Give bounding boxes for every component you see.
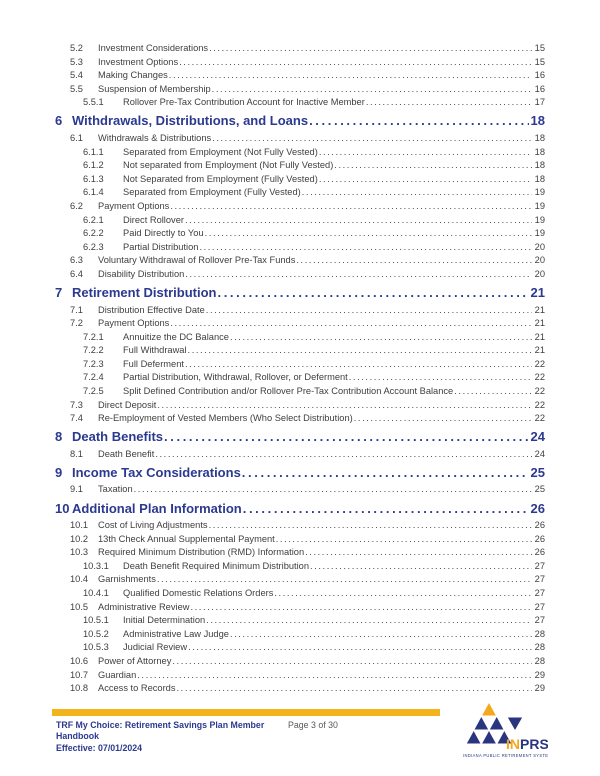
toc-entry-number: 7 (55, 285, 63, 300)
toc-entry-title: Income Tax Considerations (72, 464, 241, 480)
toc-entry-number: 7.4 (70, 413, 83, 424)
toc-entry[interactable] (55, 358, 545, 372)
toc-entry-title: Judicial Review (123, 642, 188, 653)
toc-entry[interactable] (55, 546, 545, 560)
toc-entry-number: 7.1 (70, 304, 83, 315)
toc-entry-page: 20 (534, 241, 545, 252)
toc-leader-dots (185, 268, 532, 282)
toc-entry-page: 16 (534, 83, 545, 94)
toc-entry-page: 28 (534, 642, 545, 653)
toc-leader-dots (188, 641, 532, 655)
toc-entry[interactable] (55, 448, 545, 462)
toc-entry-number: 7.2.1 (83, 331, 104, 342)
toc-entry-number: 6.2.2 (83, 228, 104, 239)
toc-leader-dots (309, 114, 528, 128)
toc-leader-dots (209, 42, 532, 56)
toc-entry[interactable] (55, 146, 545, 160)
toc-entry-title: Payment Options (98, 200, 170, 211)
toc-entry[interactable] (55, 669, 545, 683)
toc-entry-page: 26 (534, 533, 545, 544)
toc-leader-dots (454, 385, 532, 399)
toc-entry-number: 10.4 (70, 574, 89, 585)
toc-entry[interactable] (55, 426, 545, 448)
toc-entry-page: 27 (534, 588, 545, 598)
toc-entry-number: 7.2.4 (83, 372, 104, 383)
toc-leader-dots (302, 186, 532, 200)
toc-entry-title: Not separated from Employment (Not Fully Vested) (123, 160, 334, 171)
toc-entry-title: Administrative Review (98, 601, 190, 612)
logo-navy-inverted-triangle (507, 717, 523, 731)
toc-entry[interactable] (55, 110, 545, 132)
logo-navy-triangle (489, 716, 504, 730)
toc-entry-number: 6 (55, 113, 63, 129)
toc-leader-dots (170, 200, 532, 214)
toc-entry-page: 24 (530, 429, 545, 445)
toc-entry-number: 10.4.1 (83, 588, 109, 598)
toc-entry-title: Investment Considerations (98, 43, 209, 53)
toc-entry-title: Making Changes (98, 70, 168, 81)
toc-entry-number: 10.5.2 (83, 628, 109, 639)
toc-entry-page: 21 (534, 345, 545, 356)
toc-entry-page: 27 (534, 615, 545, 626)
toc-entry-number: 10.1 (70, 520, 89, 531)
toc-entry-title: Not Separated from Employment (Fully Vested) (123, 173, 318, 184)
toc-leader-dots (206, 304, 532, 318)
toc-entry-page: 25 (534, 484, 545, 495)
toc-entry[interactable] (55, 200, 545, 214)
toc-entry-title: Rollover Pre-Tax Contribution Account for Inactive Member (123, 97, 365, 108)
toc-entry-title: Re-Employment of Vested Members (Who Select Distribution) (98, 413, 353, 424)
toc-entry-page: 18 (534, 160, 545, 171)
toc-entry-page: 29 (534, 683, 545, 694)
toc-entry[interactable] (55, 268, 545, 282)
toc-entry-number: 10.5.1 (83, 615, 109, 626)
toc-entry-number: 10.7 (70, 669, 89, 680)
toc-entry-title: Separated from Employment (Fully Vested) (123, 187, 301, 198)
toc-entry[interactable] (55, 497, 545, 519)
toc-entry-page: 19 (534, 187, 545, 198)
toc-entry-title: Initial Determination (123, 615, 206, 626)
toc-entry-title: Separated from Employment (Not Fully Vested) (123, 146, 318, 157)
toc-entry-page: 21 (530, 285, 545, 300)
toc-entry-page: 26 (530, 500, 545, 516)
toc-leader-dots (349, 371, 532, 385)
toc-entry[interactable] (55, 69, 545, 83)
toc-entry-title: Guardian (98, 669, 137, 680)
toc-entry-number: 10.3 (70, 547, 89, 558)
logo-navy-triangle (481, 730, 496, 744)
toc-entry-title: Suspension of Membership (98, 83, 211, 94)
toc-entry-page: 22 (534, 399, 545, 410)
toc-entry[interactable] (55, 385, 545, 399)
toc-entry-number: 5.5.1 (83, 97, 104, 108)
toc-entry-number: 7.3 (70, 399, 83, 410)
toc-entry-page: 20 (534, 255, 545, 266)
toc-entry-number: 6.2 (70, 200, 83, 211)
toc-leader-dots (172, 655, 532, 669)
toc-leader-dots (212, 83, 532, 97)
logo-wordmark-in: IN (506, 736, 520, 752)
toc-leader-dots (274, 587, 532, 601)
toc-entry-number: 6.1 (70, 132, 83, 143)
toc-entry[interactable] (55, 96, 545, 110)
toc-entry-number: 6.1.4 (83, 187, 104, 198)
toc-entry[interactable] (55, 601, 545, 615)
toc-entry-number: 7.2.3 (83, 358, 104, 369)
toc-entry[interactable] (55, 461, 545, 483)
toc-entry-number: 10.5 (70, 601, 89, 612)
toc-leader-dots (305, 546, 532, 560)
footer-title-block (56, 720, 290, 754)
toc-entry[interactable] (55, 412, 545, 426)
toc-entry-title: Annuitize the DC Balance (123, 331, 229, 342)
toc-entry-number: 10.8 (70, 683, 89, 694)
toc-leader-dots (185, 358, 532, 372)
toc-entry-title: Cost of Living Adjustments (98, 520, 208, 531)
toc-entry[interactable] (55, 241, 545, 255)
toc-entry-number: 6.1.2 (83, 160, 104, 171)
toc-entry[interactable] (55, 83, 545, 97)
toc-entry-title: Death Benefit (98, 448, 155, 459)
toc-entry-title: Investment Options (98, 56, 179, 67)
toc-entry[interactable] (55, 560, 545, 574)
toc-leader-dots (319, 173, 532, 187)
toc-entry[interactable] (55, 173, 545, 187)
toc-entry-number: 8 (55, 429, 63, 445)
toc-entry-number: 9 (55, 464, 63, 480)
toc-entry-page: 15 (534, 43, 545, 53)
toc-entry[interactable] (55, 282, 545, 304)
toc-leader-dots (205, 227, 532, 241)
toc-entry-title: Voluntary Withdrawal of Rollover Pre-Tax Funds (98, 255, 296, 266)
toc-entry-number: 10.3.1 (83, 560, 109, 571)
toc-leader-dots (212, 132, 532, 146)
toc-leader-dots (334, 159, 532, 173)
toc-entry-number: 6.1.1 (83, 146, 104, 157)
toc-leader-dots (366, 96, 532, 110)
toc-leader-dots (188, 344, 532, 358)
toc-entry-number: 6.2.3 (83, 241, 104, 252)
toc-leader-dots (242, 466, 529, 480)
toc-entry-number: 10.5.3 (83, 642, 109, 653)
toc-entry-title: Direct Deposit (98, 399, 157, 410)
toc-leader-dots (206, 614, 532, 628)
toc-entry-page: 18 (534, 173, 545, 184)
toc-leader-dots (137, 669, 532, 683)
logo-wordmark (506, 736, 548, 752)
toc-entry-number: 6.2.1 (83, 214, 104, 225)
toc-entry[interactable] (55, 344, 545, 358)
toc-entry-title: 13th Check Annual Supplemental Payment (98, 533, 275, 544)
toc-entry-title: Retirement Distribution (72, 285, 217, 300)
toc-entry-page: 19 (534, 228, 545, 239)
toc-leader-dots (190, 601, 532, 615)
inprs-logo (462, 701, 548, 763)
toc-entry-page: 18 (534, 146, 545, 157)
toc-leader-dots (230, 628, 532, 642)
toc-entry[interactable] (55, 519, 545, 533)
toc-entry-title: Payment Options (98, 318, 170, 329)
toc-entry-title: Disability Distribution (98, 268, 185, 279)
toc-entry-number: 8.1 (70, 448, 83, 459)
toc-entry-number: 5.2 (70, 43, 83, 53)
toc-entry-title: Taxation (98, 484, 133, 495)
toc-entry-page: 22 (534, 358, 545, 369)
toc-entry[interactable] (55, 159, 545, 173)
toc-leader-dots (157, 399, 532, 413)
toc-entry-page: 19 (534, 200, 545, 211)
logo-navy-triangle (466, 730, 481, 744)
toc-leader-dots (310, 560, 532, 574)
toc-entry[interactable] (55, 655, 545, 669)
toc-entry[interactable] (55, 628, 545, 642)
toc-entry-number: 10.6 (70, 655, 89, 666)
toc-entry-title: Access to Records (98, 683, 176, 694)
toc-entry-page: 28 (534, 655, 545, 666)
toc-entry-number: 10 (55, 500, 70, 516)
logo-navy-triangle (474, 716, 489, 730)
toc-entry-number: 9.1 (70, 484, 83, 495)
toc-entry-number: 7.2.5 (83, 386, 104, 397)
toc-leader-dots (276, 533, 532, 547)
inprs-logo-icon (462, 701, 548, 763)
toc-entry-page: 26 (534, 547, 545, 558)
toc-entry-number: 5.5 (70, 83, 83, 94)
toc-leader-dots (177, 682, 532, 696)
toc-entry-page: 20 (534, 268, 545, 279)
toc-entry-number: 7.2.2 (83, 345, 104, 356)
toc-leader-dots (217, 286, 528, 300)
toc-leader-dots (230, 331, 532, 345)
toc-entry-page: 26 (534, 520, 545, 531)
toc-entry[interactable] (55, 214, 545, 228)
toc-entry-page: 22 (534, 386, 545, 397)
toc-entry-number: 6.1.3 (83, 173, 104, 184)
toc-entry-title: Administrative Law Judge (123, 628, 229, 639)
toc-entry-number: 6.4 (70, 268, 83, 279)
toc-entry-title: Death Benefit Required Minimum Distribution (123, 560, 310, 571)
footer-effective-date: Effective: 07/01/2024 (56, 742, 143, 753)
toc-entry-title: Withdrawals & Distributions (98, 132, 212, 143)
toc-entry-title: Partial Distribution (123, 241, 199, 252)
table-of-contents (55, 42, 545, 696)
toc-leader-dots (354, 412, 532, 426)
toc-entry-title: Withdrawals, Distributions, and Loans (72, 113, 309, 129)
toc-leader-dots (169, 69, 532, 83)
toc-leader-dots (209, 519, 532, 533)
toc-entry-title: Required Minimum Distribution (RMD) Information (98, 547, 305, 558)
toc-entry[interactable] (55, 399, 545, 413)
toc-entry-page: 16 (534, 70, 545, 81)
toc-entry[interactable] (55, 483, 545, 497)
toc-entry-title: Garnishments (98, 574, 156, 585)
toc-entry-title: Full Withdrawal (123, 345, 187, 356)
toc-entry-page: 21 (534, 331, 545, 342)
toc-entry[interactable] (55, 533, 545, 547)
toc-entry-page: 22 (534, 413, 545, 424)
toc-entry-page: 22 (534, 372, 545, 383)
toc-leader-dots (185, 214, 532, 228)
toc-entry-number: 7.2 (70, 318, 83, 329)
toc-leader-dots (170, 317, 532, 331)
toc-leader-dots (179, 56, 532, 70)
toc-entry[interactable] (55, 304, 545, 318)
toc-entry-page: 19 (534, 214, 545, 225)
toc-leader-dots (243, 502, 529, 516)
toc-entry-page: 27 (534, 574, 545, 585)
toc-entry-page: 18 (530, 113, 545, 129)
toc-leader-dots (296, 254, 532, 268)
footer-page-number: Page 3 of 30 (288, 720, 338, 730)
toc-entry-title: Partial Distribution, Withdrawal, Rollover, or Deferment (123, 372, 348, 383)
logo-wordmark-prs: PRS (520, 736, 548, 752)
toc-entry[interactable] (55, 371, 545, 385)
toc-entry-title: Full Deferment (123, 358, 184, 369)
toc-entry-number: 5.4 (70, 70, 83, 81)
toc-entry-title: Split Defined Contribution and/or Rollover Pre-Tax Contribution Account Balance (123, 386, 454, 397)
logo-tagline: INDIANA PUBLIC RETIREMENT SYSTEM (463, 753, 548, 758)
toc-entry-number: 6.3 (70, 255, 83, 266)
toc-entry-title: Direct Rollover (123, 214, 184, 225)
toc-leader-dots (319, 146, 532, 160)
toc-leader-dots (199, 241, 532, 255)
toc-entry-page: 21 (534, 304, 545, 315)
toc-entry[interactable] (55, 186, 545, 200)
toc-entry-page: 21 (534, 318, 545, 329)
toc-entry-title: Death Benefits (72, 429, 164, 445)
toc-entry[interactable] (55, 254, 545, 268)
toc-entry-title: Additional Plan Information (72, 500, 242, 516)
toc-entry-page: 27 (534, 601, 545, 612)
toc-entry-number: 10.2 (70, 533, 89, 544)
toc-leader-dots (134, 483, 532, 497)
logo-gold-top-triangle (481, 702, 496, 716)
toc-leader-dots (157, 573, 532, 587)
toc-entry-page: 25 (530, 464, 545, 480)
toc-entry-page: 29 (534, 669, 545, 680)
toc-entry-title: Paid Directly to You (123, 228, 204, 239)
toc-entry[interactable] (55, 42, 545, 56)
toc-entry[interactable] (55, 227, 545, 241)
toc-entry[interactable] (55, 132, 545, 146)
toc-entry[interactable] (55, 641, 545, 655)
toc-leader-dots (155, 448, 532, 462)
toc-entry-page: 18 (534, 132, 545, 143)
footer-document-title: TRF My Choice: Retirement Savings Plan Member Handbook (56, 720, 265, 742)
toc-entry-page: 17 (534, 97, 545, 108)
toc-entry[interactable] (55, 331, 545, 345)
toc-entry[interactable] (55, 587, 545, 601)
toc-entry-page: 27 (534, 560, 545, 571)
toc-entry-title: Power of Attorney (98, 655, 172, 666)
toc-entry[interactable] (55, 56, 545, 70)
toc-entry-page: 15 (534, 56, 545, 67)
toc-entry-number: 5.3 (70, 56, 83, 67)
toc-entry-page: 28 (534, 628, 545, 639)
toc-entry[interactable] (55, 682, 545, 696)
toc-entry[interactable] (55, 317, 545, 331)
footer-accent-bar (52, 709, 440, 716)
toc-entry[interactable] (55, 614, 545, 628)
toc-leader-dots (164, 430, 529, 444)
toc-entry-title: Distribution Effective Date (98, 304, 205, 315)
toc-entry[interactable] (55, 573, 545, 587)
toc-entry-title: Qualified Domestic Relations Orders (123, 588, 274, 598)
toc-entry-page: 24 (534, 448, 545, 459)
